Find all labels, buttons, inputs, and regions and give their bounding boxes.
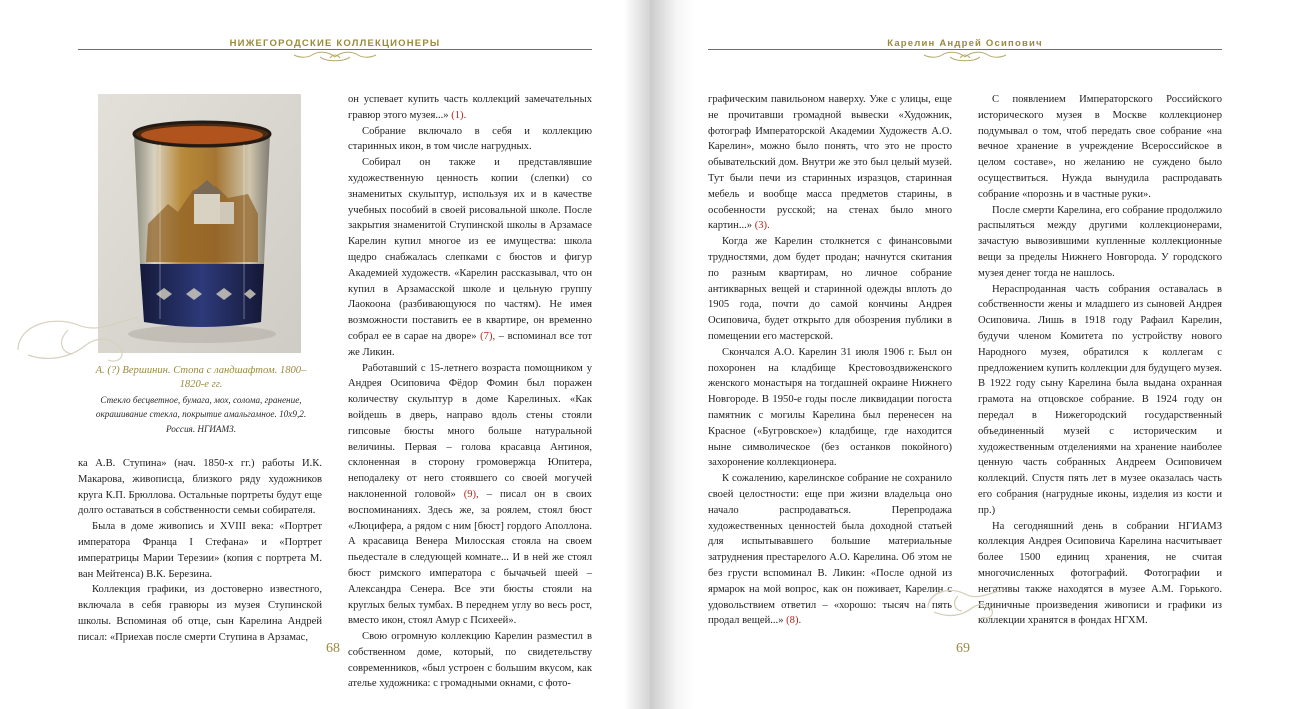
paragraph (348, 92, 592, 124)
right-column-1 (708, 92, 952, 629)
paragraph: Когда же Карелин столкнется с финансовыми трудностями, дом будет продан; начнутся скитания по разным квартирам, но личное собрание антикварных вещей и старинной одежды вплоть до 1905 года, почти до самой кончины Андрея Осиповича, будет открыто для обозрения публики в помещении его мастерской. (708, 236, 952, 342)
photo-caption (86, 364, 316, 436)
flourish-ornament-right (920, 50, 1010, 64)
paragraph: Нераспроданная часть собрания оставалась в собственности жены и младшего из сыновей Андрея Осиповича. Лишь в 1918 году Рафаил Карелин, будучи членом Комитета по устройству нового Народного музея, обратился к коллегам с предложением купить коллекции для будущего музея. В 1922 году сыну Карелина была выдана охранная грамота на отцовское собрание. В 1924 году он передал в Нижегородский государственный объединенный музей с историческим и художественным отделениями на хранение наиболее ценную часть собранных Андреем Осиповичем коллекций. Спустя пять лет в музее оказалась часть его собрания (нагрудные иконы, изделия из кости и пр.) (978, 283, 1222, 516)
paragraph: Была в доме живопись и XVIII века: «Портрет императора Франца I Стефана» и «Портрет императрицы Марии Терезии» (копия с портрета М. ван Мейтенса) В.К. Березина. (78, 521, 322, 580)
running-head-left: НИЖЕГОРОДСКИЕ КОЛЛЕКЦИОНЕРЫ (229, 38, 441, 49)
running-head-right: Карелин Андрей Осипович (887, 38, 1043, 49)
flourish-ornament-left (290, 50, 380, 64)
paragraph (708, 471, 952, 629)
paragraph-text: Работавший с 15-летнего возраста помощником у Андрея Осиповича Фёдор Фомин был поражен количеству скульптур в доме Карелиных. «Как войдешь в дверь, направо вдоль стены стояли гипсовые бюсты много больше натуральной величины. Первая – голова красавца Антиноя, склоненная в сторону громовержца Юпитера, неподалеку от него стоявшего со своей могучей наклоненной головой» (348, 362, 592, 500)
right-page (650, 0, 1300, 709)
gutter-shadow-right (650, 0, 694, 709)
paragraph: Коллекция графики, из достоверно известного, включала в себя гравюры из музея Ступинской школы. Вспоминая об отце, сын Карелина Андрей писал: «Приехав после смерти Ступина в Арзамас, (78, 584, 322, 643)
page-number-right: 69 (956, 641, 970, 656)
paragraph: Собрание включало в себя и коллекцию старинных икон, в том числе нагрудных. (348, 125, 592, 153)
caption-title: А. (?) Вершинин. Стопа с ландшафтом. 1800–1820-е гг. (95, 365, 307, 391)
paragraph-text: графическим павильоном наверху. Уже с улицы, еще не прочитавши громадной вывески «Художник, фотограф Императорской Академии Художеств А.О. Карелин», можно было понять, что это не просто обывательский дом. Внутри же это был целый музей. Тут были печи из старинных изразцов, старинная мебель и вообще масса предметов старины, в особенности русской; на стенах было много картин...» (708, 94, 952, 232)
right-column-2 (978, 92, 1222, 629)
paragraph (348, 361, 592, 630)
left-column-2 (348, 92, 592, 692)
paragraph-text: Собирал он также и представлявшие художественную ценность копии (слепки) со знаменитых скульптур, используя их и в качестве учебных пособий в своей рисовальной школе. После закрытия знаменитой Ступинской школы в Арзамасе Карелин купил многое из ее имущества: школа щедро снабжалась слепками с бюстов и фигур Академией художеств. «Карелин рассказывал, что он купил в Арзамасской школе и цельную группу Лаокоона (разбивающуюся по частям). Не имея возможности поставить ее в квартире, он временно собрал ее в сарае на дворе» (348, 157, 592, 342)
paragraph (708, 92, 952, 234)
footnote-reference: (7), (480, 330, 496, 342)
decorative-swirl-right (920, 578, 1010, 624)
gutter-shadow-left (624, 0, 650, 709)
footnote-reference: (9), (463, 488, 479, 500)
caption-body: Стекло бесцветное, бумага, мох, солома, гранение, окрашивание стекла, покрытие амальгамное. 10х9,2. Россия. НГИАМЗ. (95, 394, 307, 434)
paragraph-text: К сожалению, карелинское собрание не сохранило своей целостности: еще при жизни владельца оно начало распродаваться. Перепродажа художественных ценностей была доходной статьей для испытывавшего большие материальные затруднения престарелого А.О. Карелина. Об этом не без грусти вспоминал В. Ликин: «После одной из ярмарок на мой вопрос, как он поживает, Карелин с удовольствием ответил – «хорошо: тысяч на пять продал вещей...» (708, 473, 952, 627)
footnote-reference: (8). (786, 615, 802, 627)
footnote-reference: (3). (754, 220, 770, 232)
paragraph (348, 155, 592, 360)
paragraph-text: – писал он в своих воспоминаниях. Здесь же, за роялем, стоял бюст «Люцифера, а рядом с ним [бюст] гордого Аполлона. А красавица Венера Милосская стояла на своем пьедестале в следующей комнате... И в ней же стоял бюст римского императора с бычачьей шеей – Александра Сенера. Все эти бюсты стояли на круглых белых тумбах. В переднем углу во весь рост, вместо икон, стоял Амур с Психеей». (348, 488, 592, 627)
paragraph: Свою огромную коллекцию Карелин разместил в собственном доме, который, по свидетельству современников, «был устроен с большим вкусом, как ателье художника: с громадными окнами, с фото- (348, 631, 592, 690)
paragraph: После смерти Карелина, его собрание продолжило распыляться между другими коллекционерами, зачастую вывозившими купленные коллекционные вещи за пределы Нижнего Новгорода. У городского музея денег тогда не нашлось. (978, 204, 1222, 279)
decorative-swirl-left (8, 300, 148, 370)
paragraph: С появлением Императорского Российского исторического музея в Москве коллекционер подумывал о том, чтоб передать свое собрание «на вечное хранение в учреждение Всероссийское в целом составе», но желанию не суждено было осуществиться. Нужда вынудила распродавать собрание «порознь и в частные руки». (978, 94, 1222, 200)
paragraph: На сегодняшний день в собрании НГИАМЗ коллекция Андрея Осиповича Карелина насчитывает более 1500 единиц хранения, не считая многочисленных фотографий. Фотографии и негативы также находятся в музее А.М. Горького. Единичные произведения живописи и графики из коллекции хранятся в фондах НГХМ. (978, 520, 1222, 627)
paragraph: ка А.В. Ступина» (нач. 1850-х гг.) работы И.К. Макарова, живописца, близкого ряду художников круга К.П. Брюллова. Остальные портреты будут еще долго оставаться в собственности семьи собирателя. (78, 458, 322, 517)
page-number-left: 68 (326, 641, 340, 656)
left-column-1 (78, 456, 322, 646)
paragraph-text: он успевает купить часть коллекций замечательных гравюр этого музея...» (348, 94, 592, 121)
footnote-reference: (1). (451, 109, 467, 121)
paragraph-text: – вспоминал все тот же Ликин. (348, 330, 593, 358)
paragraph: Скончался А.О. Карелин 31 июля 1906 г. Был он похоронен на кладбище Крестовоздвиженского женского монастыря на тогдашней окраине Нижнего Новгороде. В 1950-е годы после ликвидации погоста памятник с могилы Карелина был перенесен на Красное («Бугровское») кладбище, где находится ныне символическое (без останков покойного) захоронение коллекционера. (708, 346, 952, 469)
